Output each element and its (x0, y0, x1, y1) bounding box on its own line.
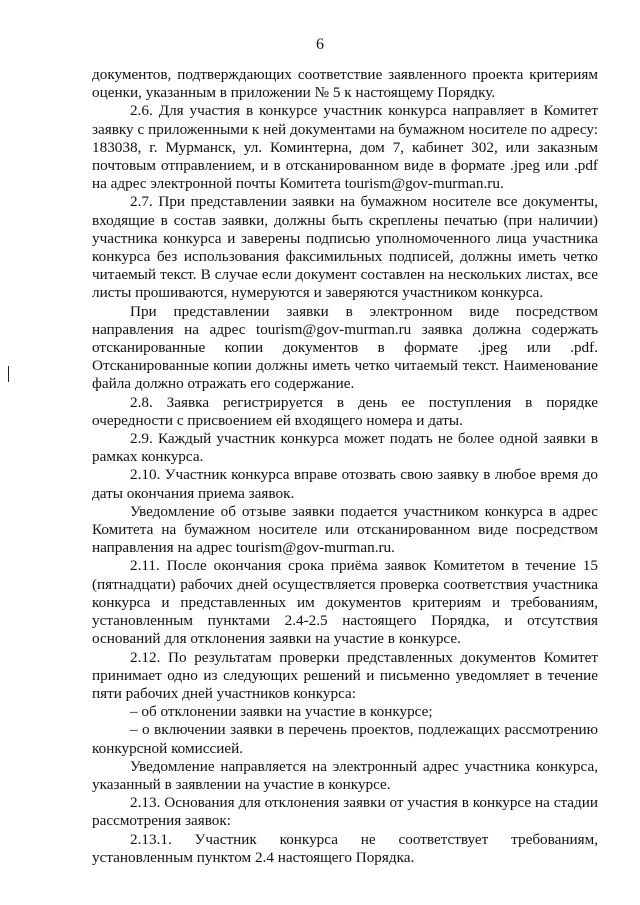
paragraph-electronic-submission: При представлении заявки в электронном виде посредством направления на адрес tourism@gov-murman.ru заявка должна содержать отсканированные копии документов в формате .jpeg или .pdf. Отсканированные копии должны иметь четко читаемый текст. Наименование файла должно отражать его содержание. (92, 302, 598, 393)
paragraph-2-6: 2.6. Для участия в конкурсе участник конкурса направляет в Комитет заявку с приложенными к ней документами на бумажном носителе по адресу: 183038, г. Мурманск, ул. Коминтерна, дом 7, кабинет 302, или заказным почтовым отправлением, и в отсканированном виде в формате .jpeg или .pdf на адрес электронной почты Комитета tourism@gov-murman.ru. (92, 102, 598, 193)
paragraph-2-8: 2.8. Заявка регистрируется в день ее поступления в порядке очередности с присвоением ей входящего номера и даты. (92, 393, 598, 429)
paragraph-2-11: 2.11. После окончания срока приёма заявок Комитетом в течение 15 (пятнадцати) рабочих дней осуществляется проверка соответствия участника конкурса и представленных им документов критериям и требованиям, установленным пунктами 2.4-2.5 настоящего Порядка, и отсутствия оснований для отклонения заявки на участие в конкурсе. (92, 557, 598, 648)
paragraph-continuation: документов, подтверждающих соответствие заявленного проекта критериям оценки, указанным в приложении № 5 к настоящему Порядку. (92, 66, 598, 102)
paragraph-notification: Уведомление направляется на электронный адрес участника конкурса, указанный в заявлении на участие в конкурсе. (92, 757, 598, 793)
document-body (92, 66, 598, 867)
scan-margin-mark (8, 366, 9, 382)
paragraph-2-13-1: 2.13.1. Участник конкурса не соответствует требованиям, установленным пунктом 2.4 настоящего Порядка. (92, 830, 598, 866)
list-item-inclusion: – о включении заявки в перечень проектов, подлежащих рассмотрению конкурсной комиссией. (92, 721, 598, 757)
list-item-rejection: – об отклонении заявки на участие в конкурсе; (130, 703, 433, 721)
paragraph-2-7: 2.7. При представлении заявки на бумажном носителе все документы, входящие в состав заявки, должны быть скреплены печатью (при наличии) участника конкурса и заверены подписью уполномоченного лица участника конкурса без использования факсимильных подписей, должны иметь четко читаемый текст. В случае если документ составлен на нескольких листах, все листы прошиваются, нумеруются и заверяются участником конкурса. (92, 193, 598, 302)
paragraph-withdrawal-notice: Уведомление об отзыве заявки подается участником конкурса в адрес Комитета на бумажном носителе или отсканированном виде посредством направления на адрес tourism@gov-murman.ru. (92, 502, 598, 557)
page-number: 6 (316, 36, 324, 53)
paragraph-2-9: 2.9. Каждый участник конкурса может подать не более одной заявки в рамках конкурса. (92, 430, 598, 466)
paragraph-2-12: 2.12. По результатам проверки представленных документов Комитет принимает одно из следующих решений и письменно уведомляет в течение пяти рабочих дней участников конкурса: (92, 648, 598, 702)
paragraph-2-13: 2.13. Основания для отклонения заявки от участия в конкурсе на стадии рассмотрения заявок: (92, 794, 598, 830)
paragraph-2-10: 2.10. Участник конкурса вправе отозвать свою заявку в любое время до даты окончания приема заявок. (92, 466, 598, 502)
